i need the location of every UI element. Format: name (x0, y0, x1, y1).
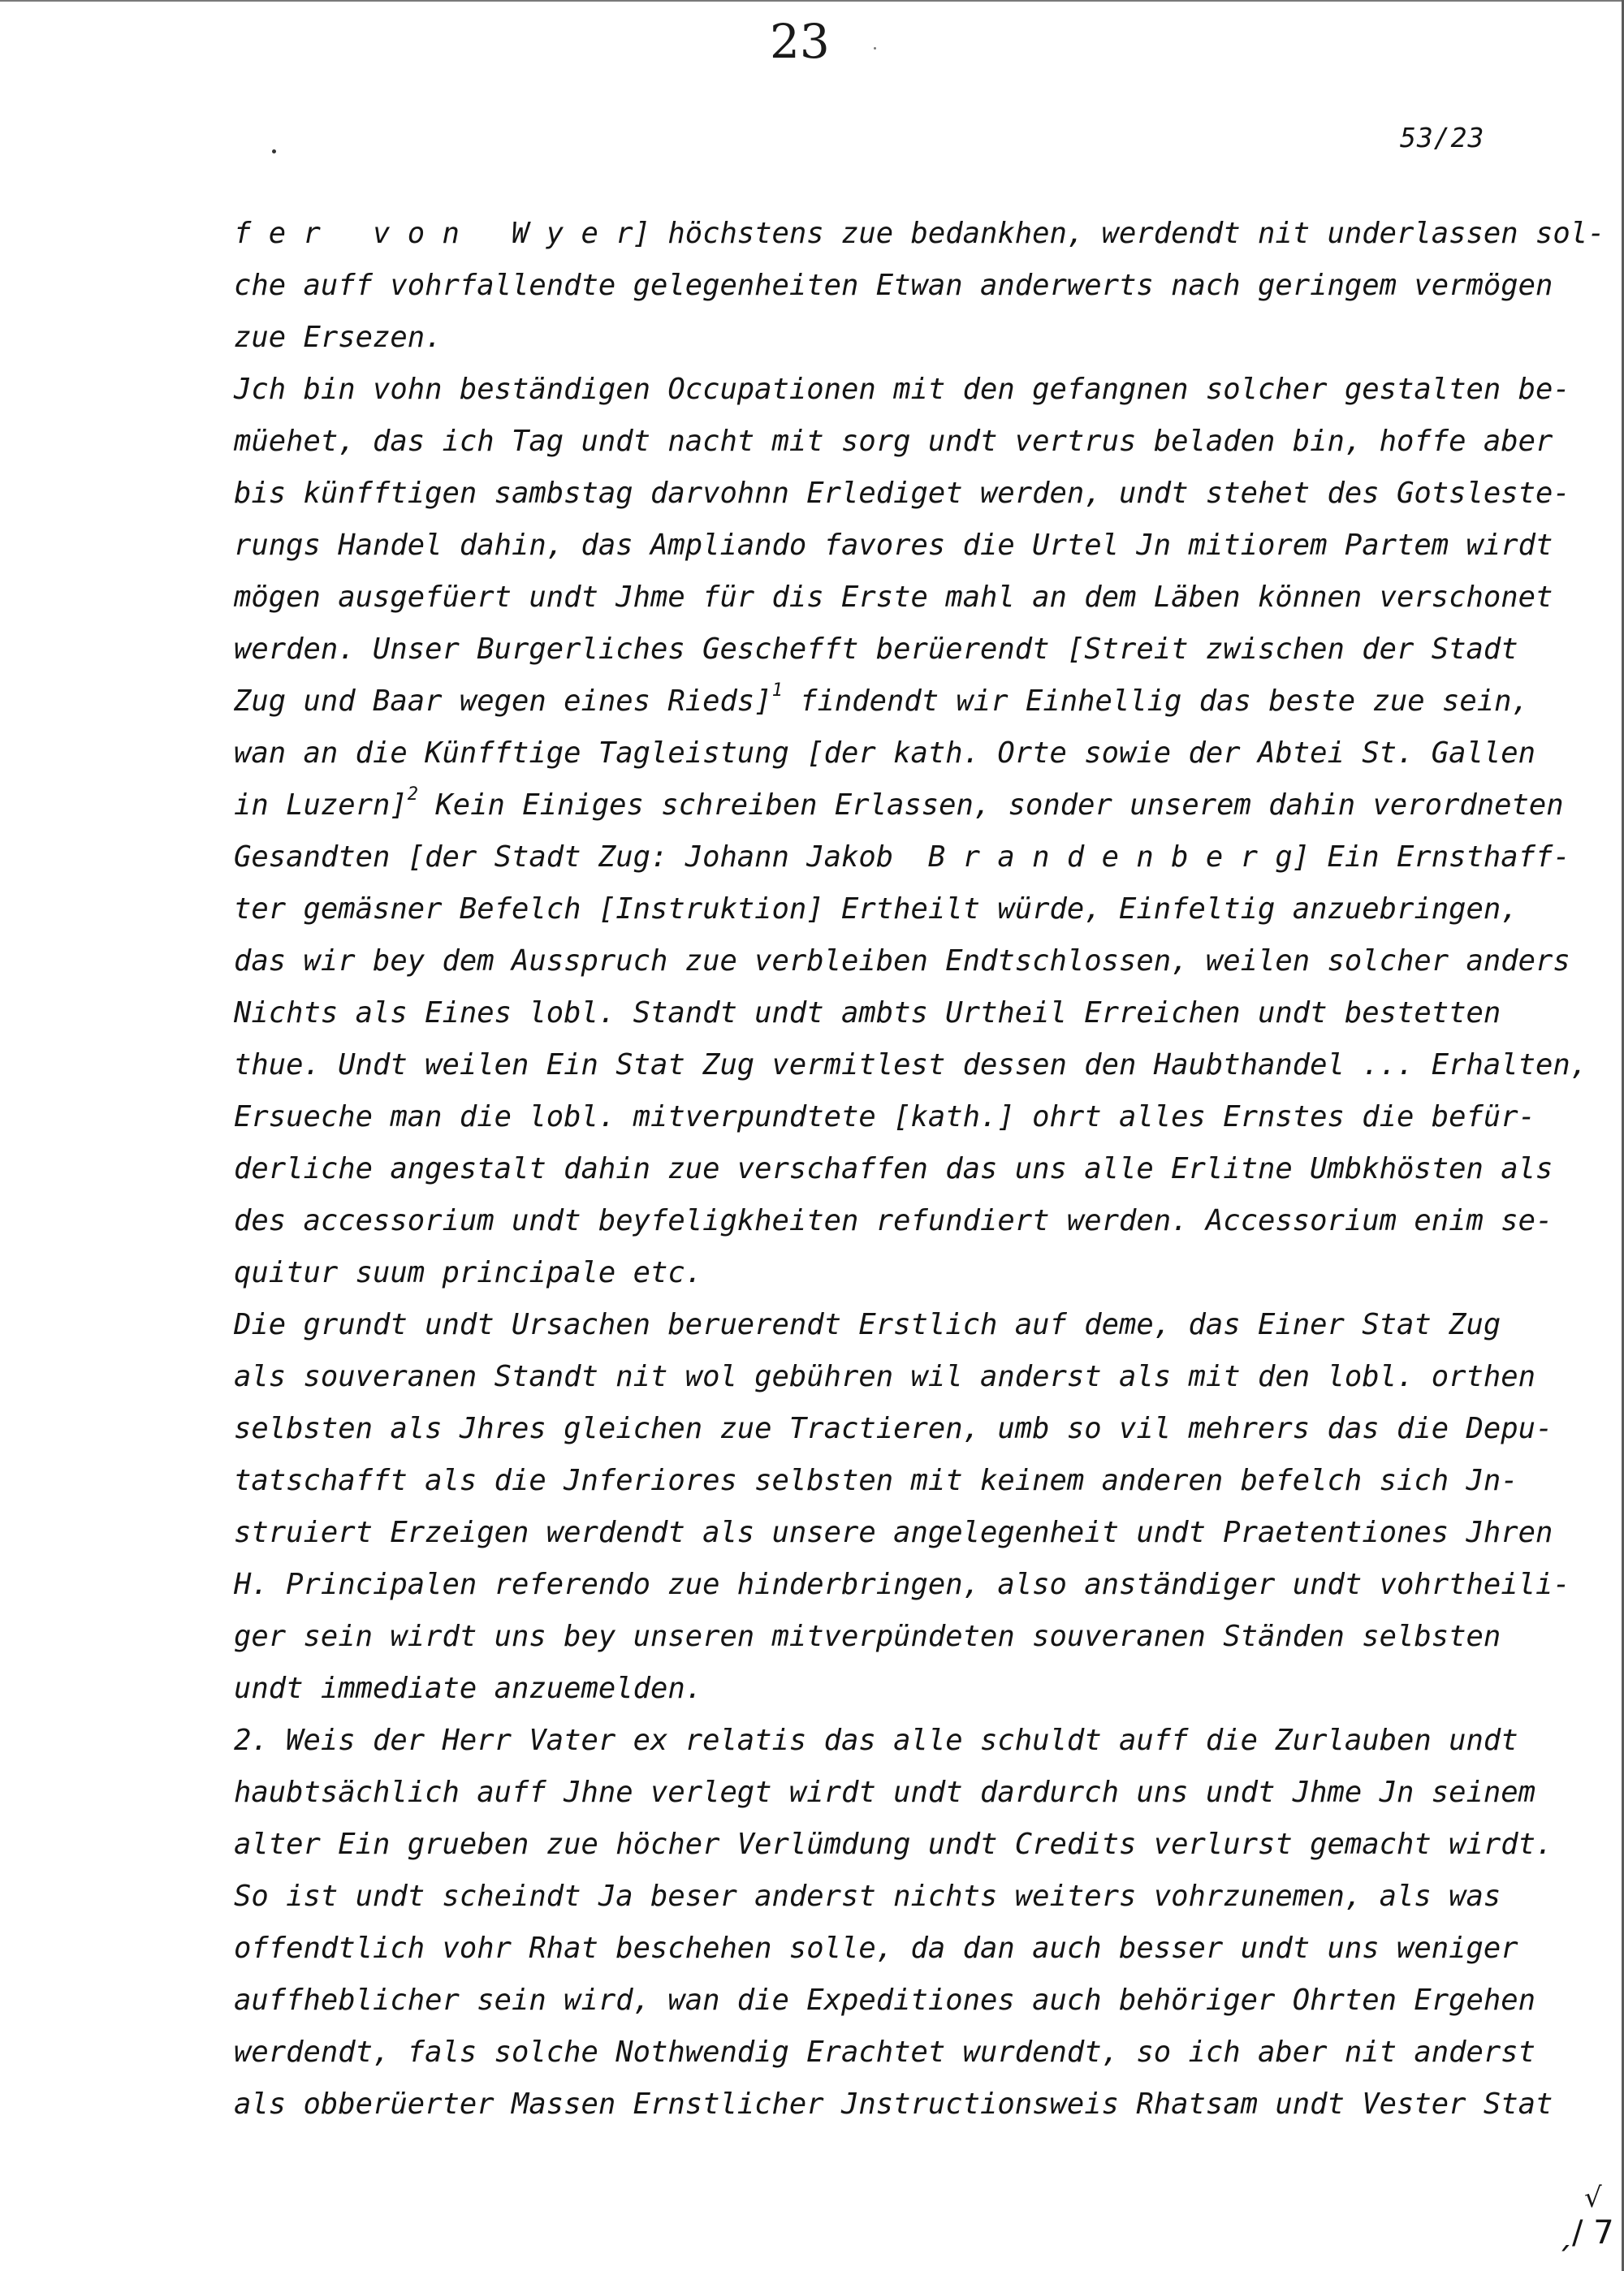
margin-check-mark: √ (1584, 2182, 1602, 2214)
line-text: rungs Handel dahin, das Ampliando favores die Urtel Jn mitiorem Partem wirdt (234, 529, 1553, 562)
line-text: Gesandten [der Stadt Zug: Johann Jakob B r a n d e n b e r g] Ein Ernsthaff- (234, 840, 1570, 874)
text-line (234, 676, 1529, 727)
line-text: Ersueche man die lobl. mitverpundtete [kath.] ohrt alles Ernstes die befür- (234, 1100, 1535, 1133)
line-text: selbsten als Jhres gleichen zue Tractieren, umb so vil mehrers das die Depu- (234, 1412, 1553, 1445)
text-line (234, 1507, 1553, 1559)
text-line (234, 1663, 1517, 1715)
scan-border-top (0, 0, 1624, 2)
text-line (234, 1039, 1588, 1091)
line-text: offendtlich vohr Rhat beschehen solle, da dan auch besser undt uns weniger (234, 1932, 1518, 1965)
footnote-marker: 2 (407, 784, 418, 805)
text-line (234, 1975, 1535, 2027)
text-line (234, 520, 1553, 572)
line-text: H. Principalen referendo zue hinderbringen, also anständiger undt vohrtheili- (234, 1568, 1570, 1601)
stray-ink-dot (272, 149, 276, 153)
line-text: So ist undt scheindt Ja beser anderst nichts weiters vohrzunemen, als was (234, 1880, 1501, 1913)
margin-corner-mark: ˏ/ 7 (1556, 2214, 1614, 2252)
line-text: quitur suum principale etc. (234, 1256, 703, 1289)
text-line (234, 727, 1535, 779)
text-line (234, 2079, 1553, 2131)
line-text: Zug und Baar wegen eines Rieds] (234, 684, 772, 718)
text-line (234, 1559, 1570, 1611)
line-text: Nichts als Eines lobl. Standt undt ambts Urtheil Erreichen undt bestetten (234, 996, 1501, 1030)
line-text: in Luzern] (234, 788, 408, 822)
text-line (234, 416, 1553, 468)
line-text: bis künfftigen sambstag darvohnn Erlediget werden, undt stehet des Gotsleste- (234, 477, 1570, 510)
line-text: che auff vohrfallendte gelegenheiten Etwan anderwerts nach geringem vermögen (234, 269, 1553, 302)
line-text-continued: findendt wir Einhellig das beste zue sein, (782, 684, 1529, 718)
text-line (234, 364, 1570, 416)
text-line (234, 1819, 1553, 1871)
line-text: als obberüerter Massen Ernstlicher Jnstructionsweis Rhatsam undt Vester Stat (234, 2088, 1553, 2121)
line-text: als souveranen Standt nit wol gebühren wil anderst als mit den lobl. orthen (234, 1360, 1535, 1393)
line-text: haubtsächlich auff Jhne verlegt wirdt undt dardurch uns undt Jhme Jn seinem (234, 1776, 1535, 1809)
text-line (234, 1351, 1535, 1403)
text-line (234, 1091, 1535, 1143)
line-text: werdendt, fals solche Nothwendig Erachtet wurdendt, so ich aber nit anderst (234, 2036, 1535, 2069)
text-line (234, 831, 1570, 883)
text-line (234, 987, 1517, 1039)
line-text: mögen ausgefüert undt Jhme für dis Erste mahl an dem Läben können verschonet (234, 581, 1553, 614)
text-line (234, 935, 1570, 987)
line-text: Die grundt undt Ursachen beruerendt Erstlich auf deme, das Einer Stat Zug (234, 1308, 1501, 1341)
line-text: tatschafft als die Jnferiores selbsten mit keinem anderen befelch sich Jn- (234, 1464, 1518, 1497)
footnote-marker: 1 (771, 680, 783, 701)
line-text: ter gemäsner Befelch [Instruktion] Ertheilt würde, Einfeltig anzuebringen, (234, 892, 1518, 926)
page-reference: 53/23 (1400, 122, 1485, 153)
text-line (234, 1455, 1517, 1507)
text-line (234, 1767, 1535, 1819)
line-text-continued: Kein Einiges schreiben Erlassen, sonder unserem dahin verordneten (417, 788, 1564, 822)
text-line (234, 624, 1517, 676)
text-line (234, 1923, 1517, 1975)
text-line (234, 2027, 1535, 2079)
line-text: müehet, das ich Tag undt nacht mit sorg undt vertrus beladen bin, hoffe aber (234, 425, 1553, 458)
line-text: struiert Erzeigen werdendt als unsere angelegenheit undt Praetentiones Jhren (234, 1516, 1553, 1549)
line-text: Jch bin vohn beständigen Occupationen mit den gefangnen solcher gestalten be- (234, 373, 1570, 406)
text-line (234, 1403, 1553, 1455)
text-line (234, 260, 1553, 312)
line-text: wan an die Künfftige Tagleistung [der kath. Orte sowie der Abtei St. Gallen (234, 736, 1535, 770)
line-text: alter Ein grueben zue höcher Verlümdung undt Credits verlurst gemacht wirdt. (234, 1828, 1553, 1861)
handwritten-folio-number: 23 (770, 14, 830, 69)
text-line (234, 1611, 1517, 1663)
text-line (234, 468, 1570, 520)
text-line (234, 779, 1564, 831)
line-text: thue. Undt weilen Ein Stat Zug vermitlest dessen den Haubthandel ... Erhalten, (234, 1048, 1588, 1082)
line-text: ger sein wirdt uns bey unseren mitverpündeten souveranen Ständen selbsten (234, 1620, 1501, 1653)
text-line (234, 1195, 1553, 1247)
text-line (234, 1299, 1517, 1351)
line-text: auffheblicher sein wird, wan die Expeditiones auch behöriger Ohrten Ergehen (234, 1984, 1535, 2017)
text-line (234, 1871, 1517, 1923)
line-text: derliche angestalt dahin zue verschaffen das uns alle Erlitne Umbkhösten als (234, 1152, 1553, 1185)
text-line (234, 1143, 1553, 1195)
text-line (234, 1715, 1517, 1767)
line-text: undt immediate anzuemelden. (234, 1672, 703, 1705)
transcription-body (234, 208, 1605, 2131)
text-line (234, 883, 1517, 935)
line-text: zue Ersezen. (234, 321, 443, 354)
line-text: 2. Weis der Herr Vater ex relatis das alle schuldt auff die Zurlauben undt (234, 1724, 1518, 1757)
line-text: werden. Unser Burgerliches Geschefft berüerendt [Streit zwischen der Stadt (234, 633, 1518, 666)
folio-dot-mark (874, 47, 876, 50)
line-text: das wir bey dem Ausspruch zue verbleiben Endtschlossen, weilen solcher anders (234, 944, 1570, 978)
text-line (234, 1247, 1517, 1299)
text-line (234, 312, 1517, 364)
line-text: des accessorium undt beyfeligkheiten refundiert werden. Accessorium enim se- (234, 1204, 1553, 1237)
text-line (234, 572, 1553, 624)
line-text: f e r v o n W y e r] höchstens zue bedankhen, werdendt nit underlassen sol- (234, 217, 1605, 250)
text-line (234, 208, 1605, 260)
